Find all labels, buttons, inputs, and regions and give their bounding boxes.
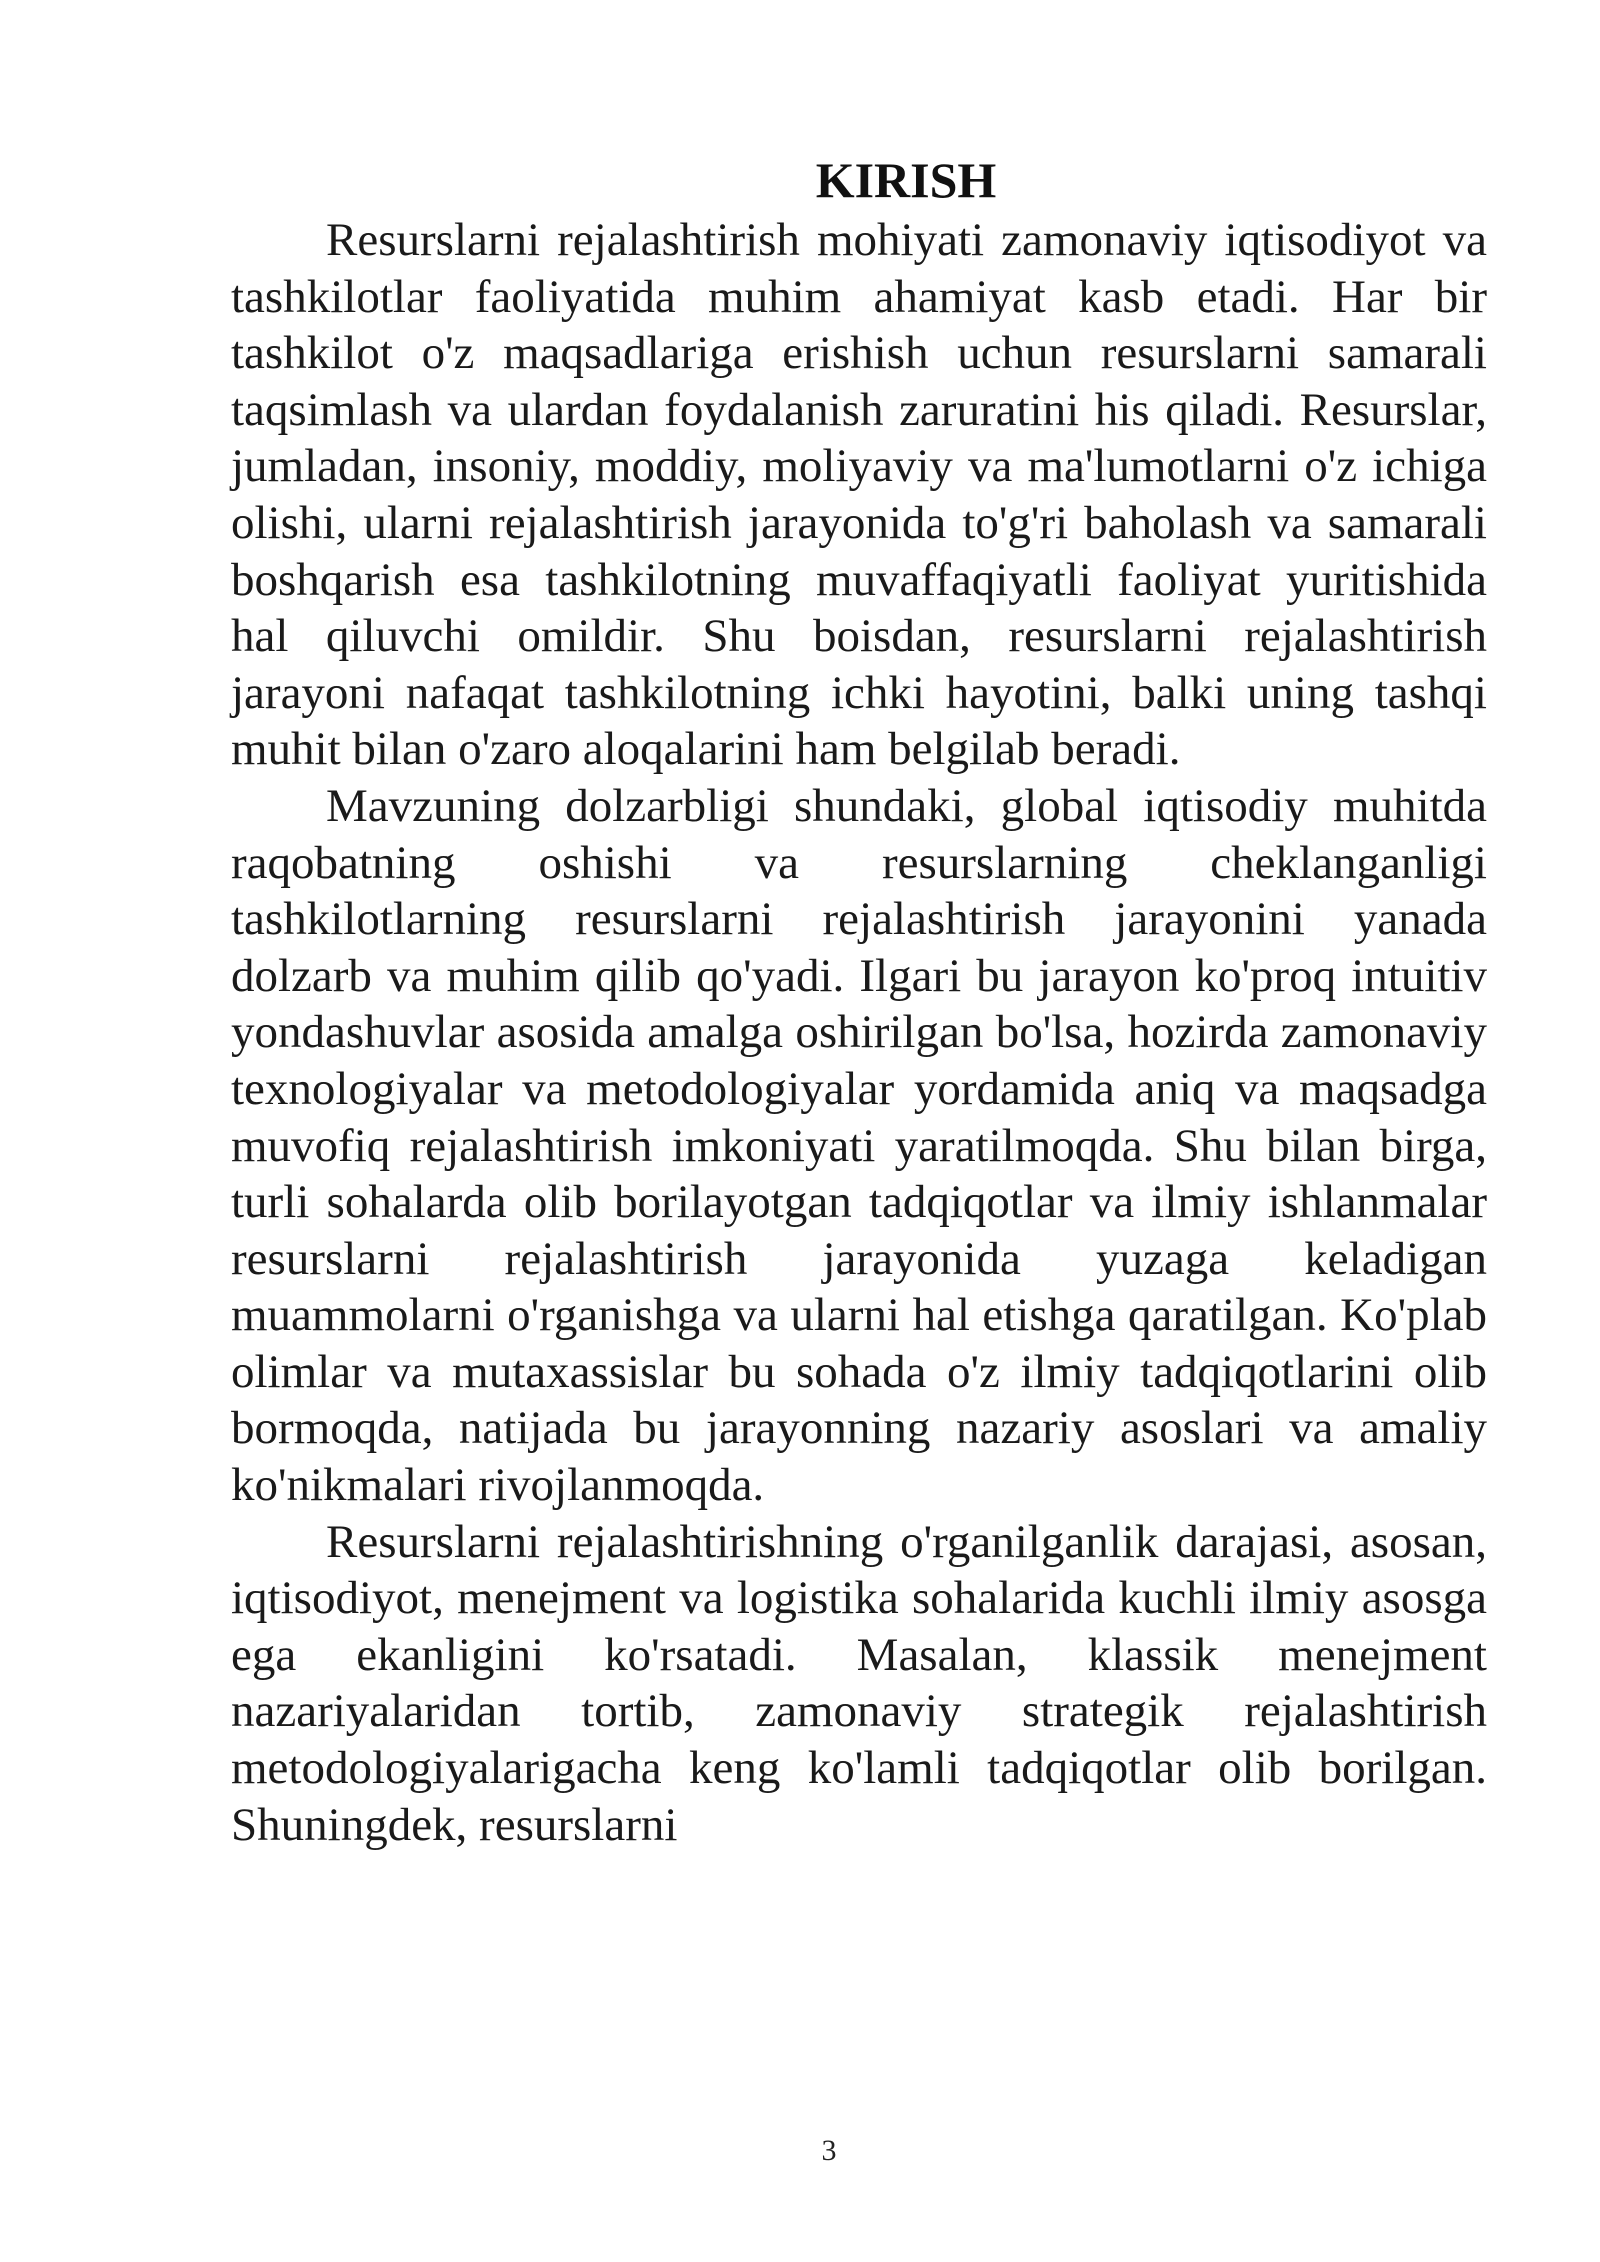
section-heading: KIRISH <box>815 152 997 208</box>
page-number: 3 <box>821 2134 837 2167</box>
paragraph-study-level: Resurslarni rejalashtirishning o'rganilganlik darajasi, asosan, iqtisodiyot, menejment va logistika sohalarida kuchli ilmiy asosga ega ekanligini ko'rsatadi. Masalan, klassik menejment nazariyalaridan tortib, zamonaviy strategik rejalashtirish metodologiyalarigacha keng ko'lamli tadqiqotlar olib borilgan. Shuningdek, resurslarni <box>231 1515 1487 1851</box>
page-body <box>231 148 1487 1853</box>
paragraph-relevance: Mavzuning dolzarbligi shundaki, global iqtisodiy muhitda raqobatning oshishi va resurslarning cheklanganligi tashkilotlarning resurslarni rejalashtirish jarayonini yanada dolzarb va muhim qilib qo'yadi. Ilgari bu jarayon ko'proq intuitiv yondashuvlar asosida amalga oshirilgan bo'lsa, hozirda zamonaviy texnologiyalar va metodologiyalar yordamida aniq va maqsadga muvofiq rejalashtirish imkoniyati yaratilmoqda. Shu bilan birga, turli sohalarda olib borilayotgan tadqiqotlar va ilmiy ishlanmalar resurslarni rejalashtirish jarayonida yuzaga keladigan muammolarni o'rganishga va ularni hal etishga qaratilgan. Ko'plab olimlar va mutaxassislar bu sohada o'z ilmiy tadqiqotlarini olib bormoqda, natijada bu jarayonning nazariy asoslari va amaliy ko'nikmalari rivojlanmoqda. <box>231 779 1487 1512</box>
paragraph-introduction: Resurslarni rejalashtirish mohiyati zamonaviy iqtisodiyot va tashkilotlar faoliyatida muhim ahamiyat kasb etadi. Har bir tashkilot o'z maqsadlariga erishish uchun resurslarni samarali taqsimlash va ulardan foydalanish zaruratini his qiladi. Resurslar, jumladan, insoniy, moddiy, moliyaviy va ma'lumotlarni o'z ichiga olishi, ularni rejalashtirish jarayonida to'g'ri baholash va samarali boshqarish esa tashkilotning muvaffaqiyatli faoliyat yuritishida hal qiluvchi omildir. Shu boisdan, resurslarni rejalashtirish jarayoni nafaqat tashkilotning ichki hayotini, balki uning tashqi muhit bilan o'zaro aloqalarini ham belgilab beradi. <box>231 214 1487 776</box>
